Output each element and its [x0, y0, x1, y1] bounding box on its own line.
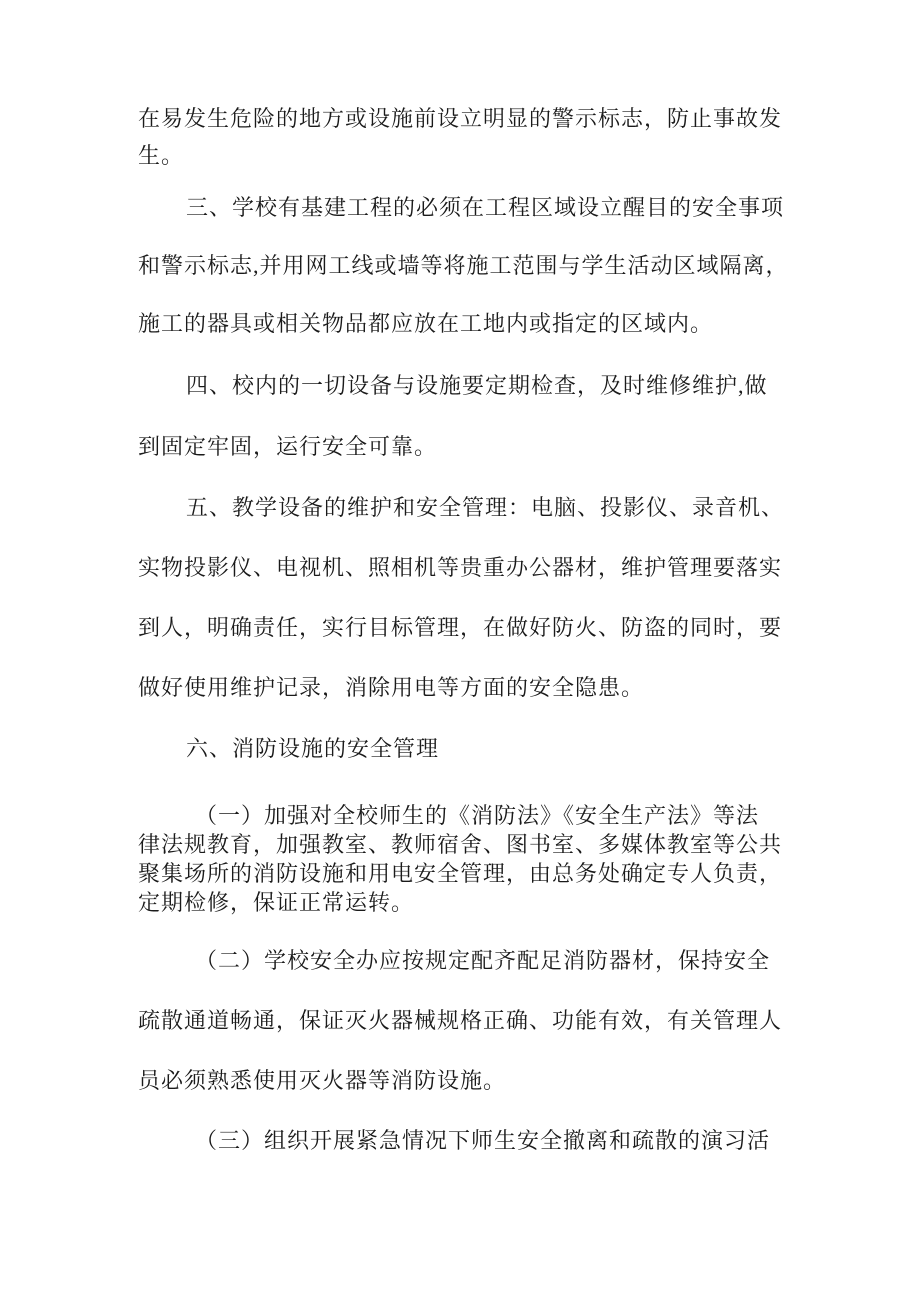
text-line: 五、教学设备的维护和安全管理：电脑、投影仪、录音机、	[186, 495, 785, 520]
text-line: 在易发生危险的地方或设施前设立明显的警示标志，防止事故发	[138, 106, 783, 131]
text-line: 生。	[138, 143, 185, 168]
paragraph-carryover	[138, 100, 800, 174]
text-line: 员必须熟悉使用灭火器等消防设施。	[138, 1068, 507, 1093]
text-line: 实物投影仪、电视机、照相机等贵重办公器材，维护管理要落实	[138, 555, 783, 580]
text-line: （二）学校安全办应按规定配齐配足消防器材，保持安全	[195, 948, 771, 973]
text-line: 三、学校有基建工程的必须在工程区域设立醒目的安全事项	[186, 195, 785, 220]
paragraph-sub-3	[138, 1111, 800, 1171]
text-line: 定期检修，保证正常运转。	[138, 890, 415, 915]
text-line: 律法规教育，加强教室、教师宿舍、图书室、多媒体教室等公共	[138, 832, 783, 857]
text-line: （一）加强对全校师生的《消防法》《安全生产法》等法	[195, 803, 760, 828]
paragraph-sub-1	[138, 801, 800, 917]
paragraph-item-4	[138, 355, 800, 477]
text-line: 四、校内的一切设备与设施要定期检查，及时维修维护,做	[186, 373, 768, 398]
paragraph-item-3	[138, 179, 800, 353]
paragraph-item-5	[138, 478, 800, 718]
text-line: 做好使用维护记录，消除用电等方面的安全隐患。	[138, 675, 645, 700]
text-line: 和警示标志,并用网工线或墙等将施工范围与学生活动区域隔离，	[138, 253, 789, 278]
text-line: 疏散通道畅通，保证灭火器械规格正确、功能有效，有关管理人	[138, 1008, 783, 1033]
text-line: 到人，明确责任，实行目标管理，在做好防火、防盗的同时，要	[138, 615, 783, 640]
text-line: 六、消防设施的安全管理	[186, 736, 440, 761]
paragraph-sub-2	[138, 931, 800, 1111]
paragraph-item-6-heading	[138, 719, 800, 779]
text-line: （三）组织开展紧急情况下师生安全撤离和疏散的演习活	[195, 1128, 771, 1153]
text-line: 到固定牢固，运行安全可靠。	[138, 434, 438, 459]
text-line: 施工的器具或相关物品都应放在工地内或指定的区域内。	[138, 311, 714, 336]
text-line: 聚集场所的消防设施和用电安全管理，由总务处确定专人负责，	[138, 861, 783, 886]
